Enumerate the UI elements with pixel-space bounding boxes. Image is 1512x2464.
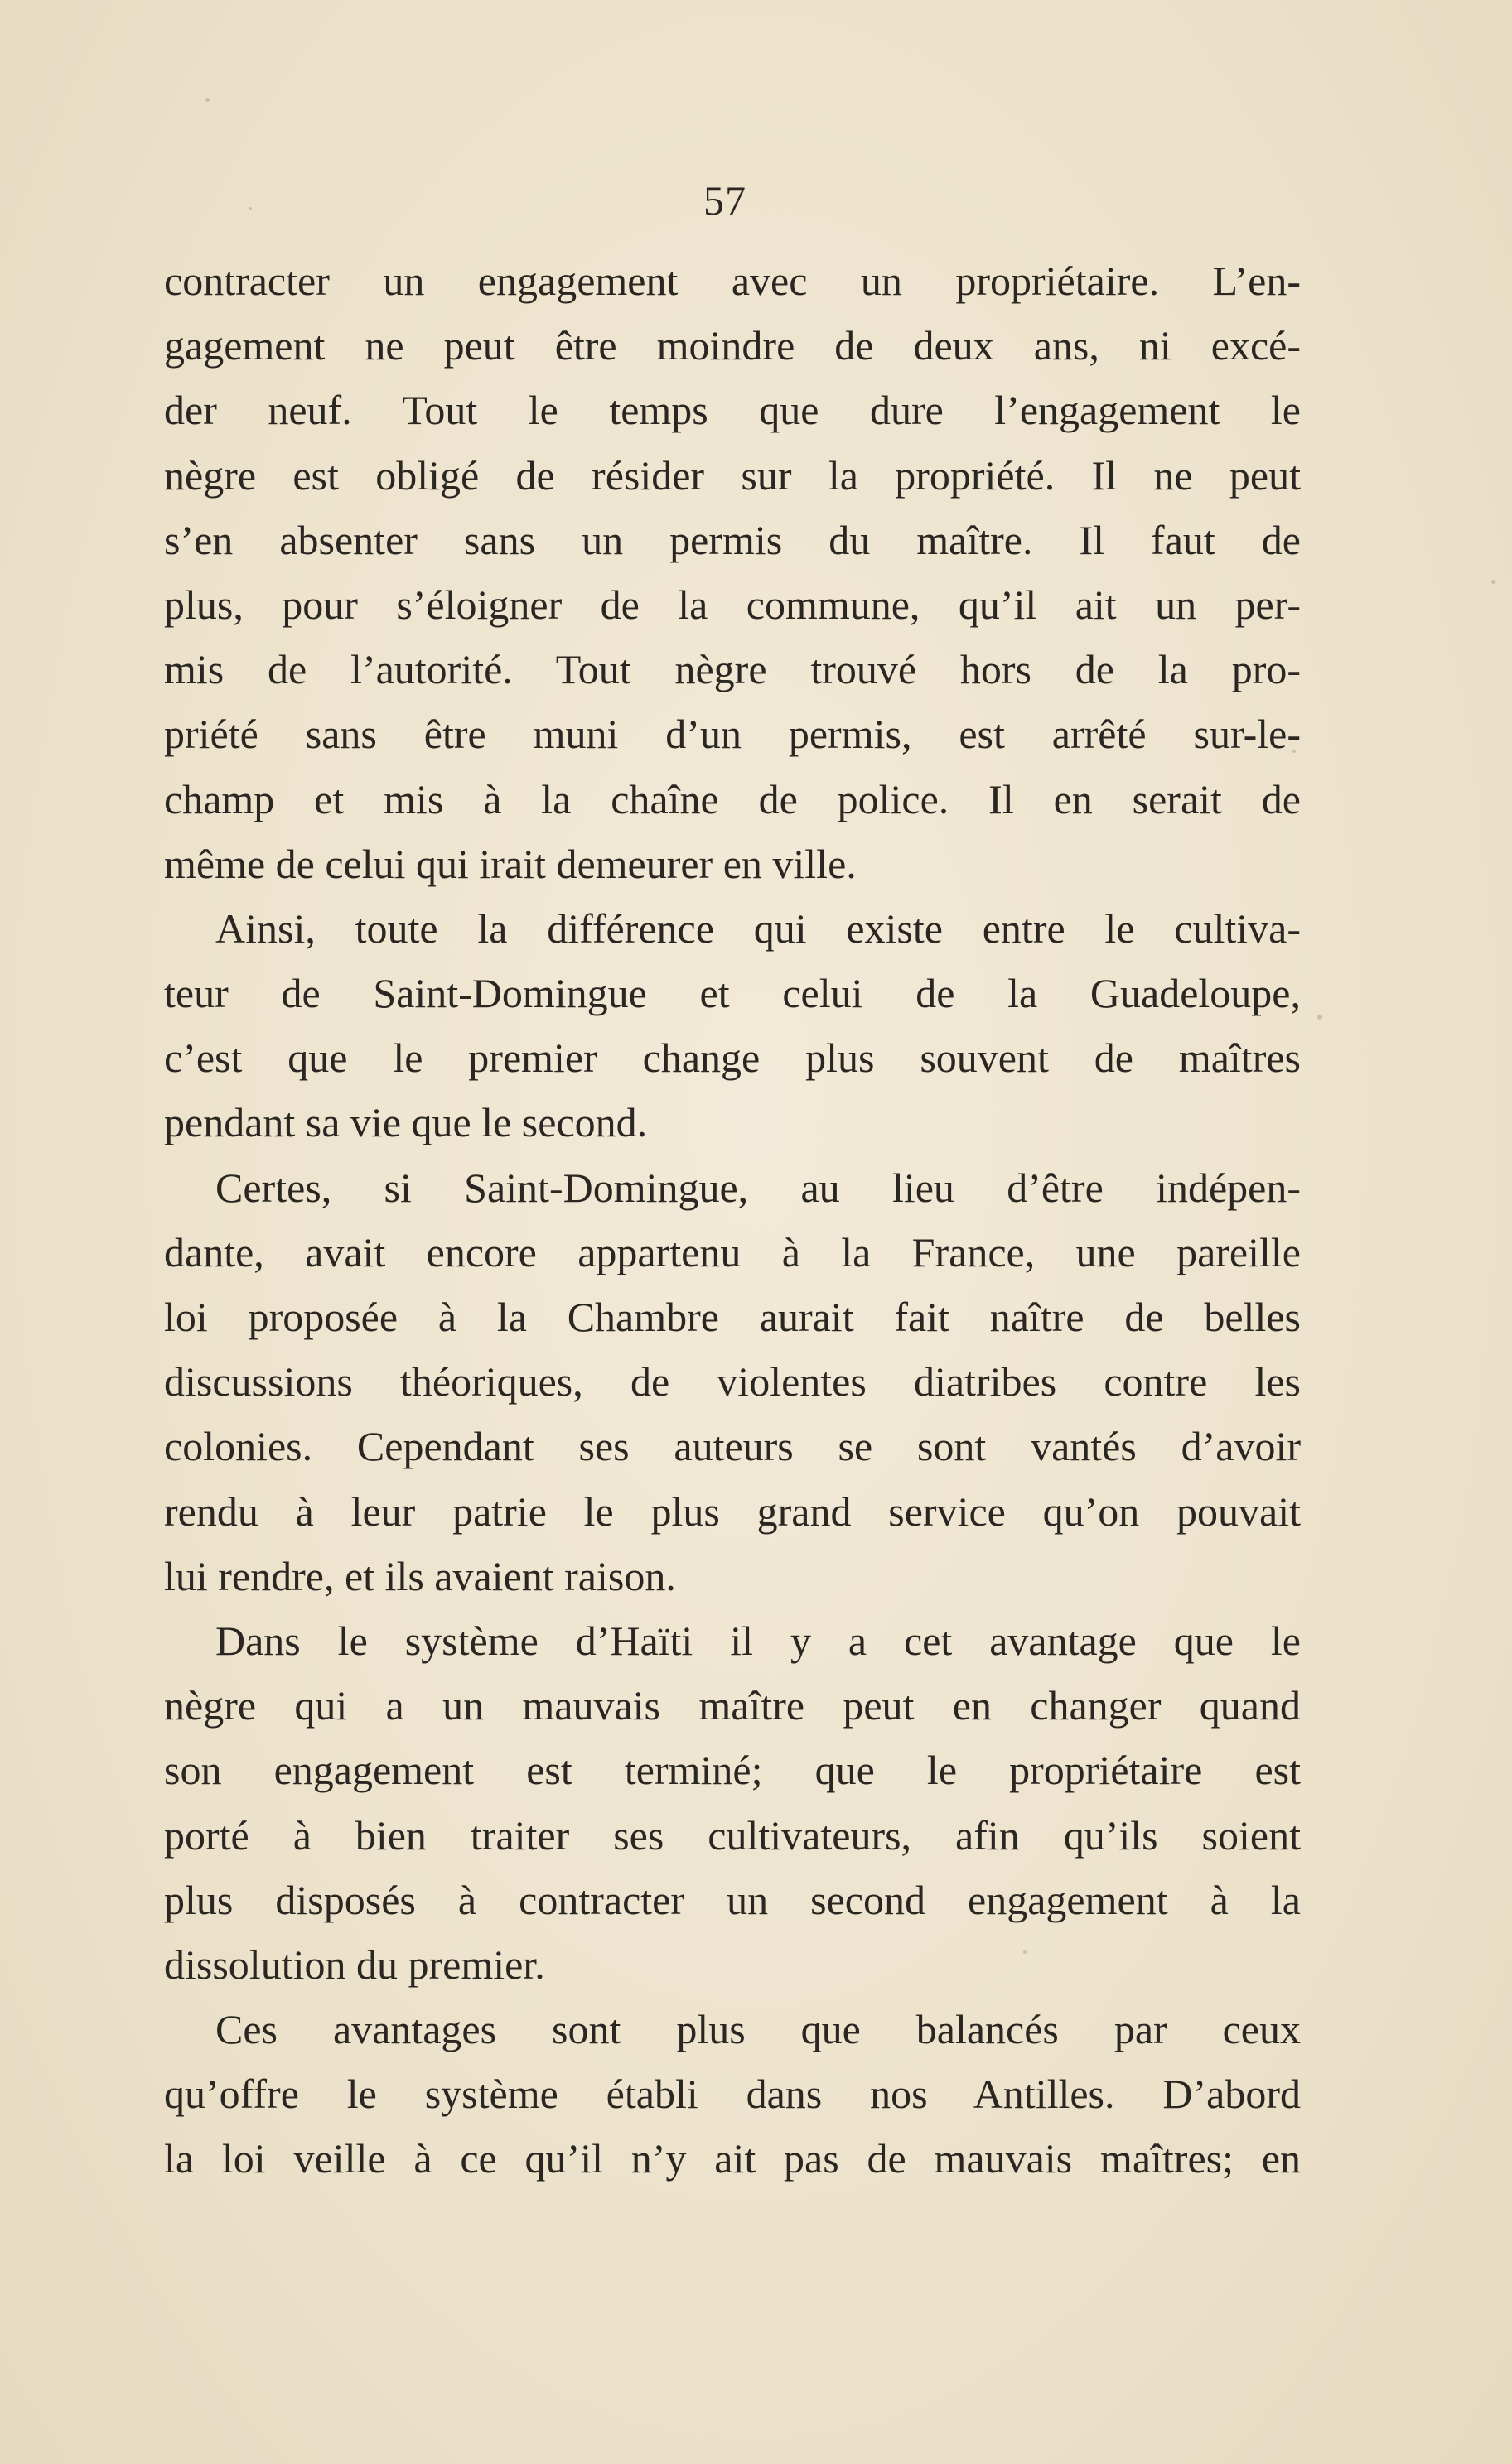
text-line: nègre est obligé de résider sur la propriété. Il ne peut: [164, 451, 1301, 499]
body-text: [164, 248, 1301, 2192]
text-line: même de celui qui irait demeurer en ville.: [164, 840, 857, 887]
text-line: son engagement est terminé; que le propriétaire est: [164, 1747, 1301, 1794]
text-line: nègre qui a un mauvais maître peut en changer quand: [164, 1682, 1301, 1729]
text-line: Ainsi, toute la différence qui existe entre le cultiva-: [215, 904, 1301, 952]
text-line: gagement ne peut être moindre de deux ans, ni excé-: [164, 322, 1301, 369]
text-line: contracter un engagement avec un propriétaire. L’en-: [164, 258, 1301, 304]
text-line: der neuf. Tout le temps que dure l’engagement le: [164, 387, 1301, 434]
text-line: pendant sa vie que le second.: [164, 1099, 648, 1146]
text-line: dissolution du premier.: [164, 1941, 545, 1988]
paper-speck: [1491, 580, 1495, 584]
text-line: rendu à leur patrie le plus grand service qu’on pouvait: [164, 1488, 1301, 1535]
text-line: plus, pour s’éloigner de la commune, qu’il ait un per-: [164, 581, 1301, 628]
text-line: plus disposés à contracter un second engagement à la: [164, 1876, 1301, 1923]
text-line: Certes, si Saint-Domingue, au lieu d’être indépen-: [215, 1164, 1301, 1211]
paper-speck: [1317, 1015, 1322, 1020]
page-number: 57: [703, 177, 746, 224]
text-line: s’en absenter sans un permis du maître. Il faut de: [164, 516, 1301, 563]
text-line: priété sans être muni d’un permis, est arrêté sur-le-: [164, 711, 1301, 758]
text-line: loi proposée à la Chambre aurait fait naître de belles: [164, 1294, 1301, 1340]
text-line: porté à bien traiter ses cultivateurs, afin qu’ils soient: [164, 1811, 1301, 1859]
text-line: qu’offre le système établi dans nos Antilles. D’abord: [164, 2071, 1301, 2118]
text-line: Ces avantages sont plus que balancés par ceux: [215, 2006, 1301, 2053]
text-line: Dans le système d’Haïti il y a cet avantage que le: [215, 1617, 1301, 1664]
text-line: dante, avait encore appartenu à la France, une pareille: [164, 1228, 1301, 1275]
paper-speck: [205, 98, 210, 102]
text-line: mis de l’autorité. Tout nègre trouvé hors de la pro-: [164, 646, 1301, 693]
text-line: c’est que le premier change plus souvent de maîtres: [164, 1034, 1301, 1082]
text-line: champ et mis à la chaîne de police. Il en serait de: [164, 775, 1301, 822]
text-line: teur de Saint-Domingue et celui de la Guadeloupe,: [164, 970, 1301, 1017]
text-line: la loi veille à ce qu’il n’y ait pas de mauvais maîtres; en: [164, 2135, 1301, 2182]
text-line: discussions théoriques, de violentes diatribes contre les: [164, 1358, 1301, 1406]
text-line: colonies. Cependant ses auteurs se sont vantés d’avoir: [164, 1423, 1301, 1470]
paper-speck: [249, 207, 252, 210]
text-line: lui rendre, et ils avaient raison.: [164, 1552, 676, 1599]
